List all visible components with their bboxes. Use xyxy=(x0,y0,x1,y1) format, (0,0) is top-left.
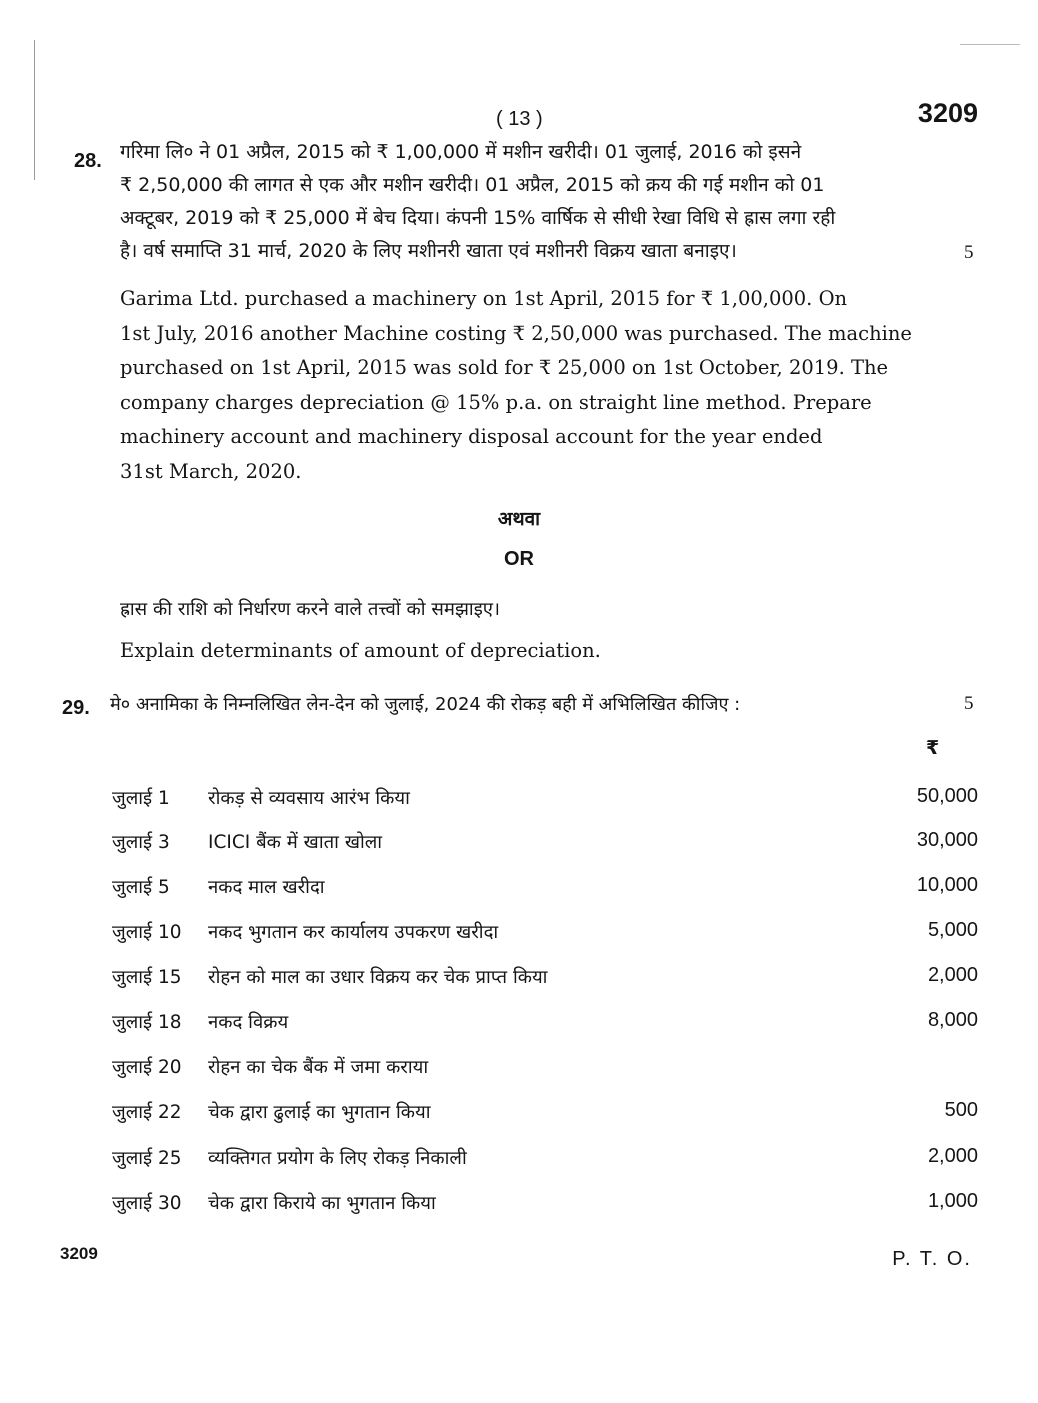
q28-english-line: 1st July, 2016 another Machine costing ₹ 2,50,000 was purchased. The machine xyxy=(120,321,912,345)
txn-date: जुलाई 5 xyxy=(112,877,170,898)
txn-amount: 1,000 xyxy=(927,1190,978,1212)
paper-code-header: 3209 xyxy=(917,98,978,128)
txn-date: जुलाई 1 xyxy=(112,788,170,809)
question-28-marks: 5 xyxy=(964,242,974,263)
question-28-english xyxy=(120,282,978,490)
txn-amount: 2,000 xyxy=(927,1145,978,1167)
scan-margin-line xyxy=(34,40,35,180)
txn-description: रोकड़ से व्यवसाय आरंभ किया xyxy=(208,788,410,809)
table-row xyxy=(112,964,978,994)
question-29-number: 29. xyxy=(62,697,90,719)
alternative-question-hindi: ह्रास की राशि को निर्धारण करने वाले तत्त्वों को समझाइए। xyxy=(120,599,501,620)
table-row xyxy=(112,874,978,904)
currency-column-header: ₹ xyxy=(926,737,940,759)
txn-amount: 5,000 xyxy=(927,919,978,941)
q28-english-line: Garima Ltd. purchased a machinery on 1st April, 2015 for ₹ 1,00,000. On xyxy=(120,287,848,310)
txn-description: रोहन का चेक बैंक में जमा कराया xyxy=(208,1057,429,1078)
scan-corner-mark xyxy=(960,44,1020,45)
txn-amount: 50,000 xyxy=(916,785,978,807)
question-29-hindi: मे० अनामिका के निम्नलिखित लेन-देन को जुलाई, 2024 की रोकड़ बही में अभिलिखित कीजिए : xyxy=(110,694,741,715)
txn-description: रोहन को माल का उधार विक्रय कर चेक प्राप्त किया xyxy=(208,967,548,988)
txn-description: नकद भुगतान कर कार्यालय उपकरण खरीदा xyxy=(208,922,499,943)
table-row xyxy=(112,919,978,949)
or-heading-english: OR xyxy=(504,548,534,570)
txn-date: जुलाई 15 xyxy=(112,967,182,988)
txn-description: चेक द्वारा ढुलाई का भुगतान किया xyxy=(208,1102,431,1123)
table-row xyxy=(112,785,978,815)
question-29-marks: 5 xyxy=(964,693,974,714)
table-row xyxy=(112,1190,978,1220)
txn-amount: 8,000 xyxy=(927,1009,978,1031)
table-row xyxy=(112,829,978,859)
paper-code-footer: 3209 xyxy=(60,1244,98,1263)
question-28-number: 28. xyxy=(74,150,102,172)
txn-date: जुलाई 3 xyxy=(112,832,170,853)
table-row xyxy=(112,1009,978,1039)
txn-date: जुलाई 10 xyxy=(112,922,182,943)
txn-description: चेक द्वारा किराये का भुगतान किया xyxy=(208,1193,436,1214)
q28-english-line: 31st March, 2020. xyxy=(120,459,302,483)
txn-date: जुलाई 30 xyxy=(112,1193,182,1214)
page-number: ( 13 ) xyxy=(496,108,543,130)
alternative-question-english: Explain determinants of amount of depreciation. xyxy=(120,639,601,662)
table-row xyxy=(112,1145,978,1175)
txn-description: ICICI बैंक में खाता खोला xyxy=(208,832,383,853)
txn-date: जुलाई 25 xyxy=(112,1148,182,1169)
txn-description: व्यक्तिगत प्रयोग के लिए रोकड़ निकाली xyxy=(208,1148,467,1169)
txn-amount: 500 xyxy=(944,1099,978,1121)
q28-hindi-line: ₹ 2,50,000 की लागत से एक और मशीन खरीदी। 01 अप्रैल, 2015 को क्रय की गई मशीन को 01 xyxy=(120,174,825,196)
q28-hindi-line: है। वर्ष समाप्ति 31 मार्च, 2020 के लिए मशीनरी खाता एवं मशीनरी विक्रय खाता बनाइए। xyxy=(120,240,737,262)
table-row xyxy=(112,1099,978,1129)
q28-english-line: company charges depreciation @ 15% p.a. on straight line method. Prepare xyxy=(120,390,872,414)
txn-date: जुलाई 18 xyxy=(112,1012,182,1033)
please-turn-over: P. T. O. xyxy=(892,1248,972,1270)
txn-date: जुलाई 22 xyxy=(112,1102,182,1123)
txn-amount: 10,000 xyxy=(916,874,978,896)
table-row xyxy=(112,1054,978,1084)
or-heading-hindi: अथवा xyxy=(497,508,541,530)
question-28-hindi xyxy=(120,136,978,268)
q28-hindi-line: गरिमा लि० ने 01 अप्रैल, 2015 को ₹ 1,00,000 में मशीन खरीदी। 01 जुलाई, 2016 को इसने xyxy=(120,141,802,163)
txn-date: जुलाई 20 xyxy=(112,1057,182,1078)
txn-amount: 2,000 xyxy=(927,964,978,986)
q28-english-line: machinery account and machinery disposal account for the year ended xyxy=(120,425,823,449)
txn-description: नकद माल खरीदा xyxy=(208,877,325,898)
q28-hindi-line: अक्टूबर, 2019 को ₹ 25,000 में बेच दिया। कंपनी 15% वार्षिक से सीधी रेखा विधि से ह्रास लगा रही xyxy=(120,207,836,229)
q28-english-line: purchased on 1st April, 2015 was sold for ₹ 25,000 on 1st October, 2019. The xyxy=(120,356,889,380)
txn-amount: 30,000 xyxy=(916,829,978,851)
txn-description: नकद विक्रय xyxy=(208,1012,289,1033)
